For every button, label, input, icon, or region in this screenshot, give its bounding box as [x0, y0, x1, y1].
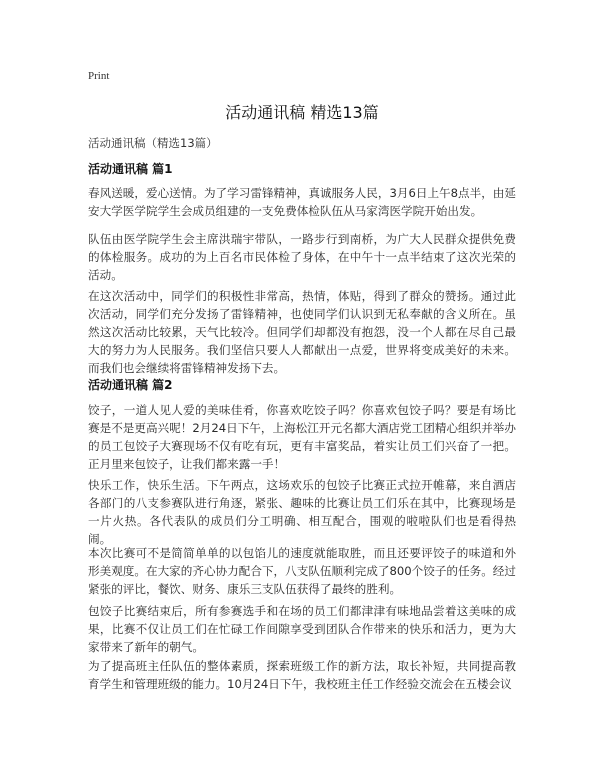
section-1-paragraph-2: 队伍由医学院学生会主席洪瑞宇带队，一路步行到南桥，为广大人民群众提供免费的体检服务。成功的为上百名市民体检了身体，在中午十一点半结束了这次光荣的活动。 [88, 232, 516, 282]
section-heading-2: 活动通讯稿 篇2 [88, 378, 173, 392]
section-1-paragraph-3: 在这次活动中，同学们的积极性非常高，热情，体贴，得到了群众的赞扬。通过此次活动，同学们充分发扬了雷锋精神，也使同学们认识到无私奉献的含义所在。虽然这次活动比较累，天气比较冷。但同学们却都没有抱怨，没一个人都在尽自己最大的努力为人民服务。我们坚信只要人人都献出一点爱，世界将变成美好的未来。而我们也会继续将雷锋精神发扬下去。 [88, 289, 516, 375]
section-2-paragraph-1: 饺子，一道人见人爱的美味佳肴，你喜欢吃饺子吗？你喜欢包饺子吗？要是有场比赛是不是更高兴呢！2月24日下午，上海松江开元名都大酒店党工团精心组织并举办的员工包饺子大赛现场不仅有吃有玩，更有丰富奖品，着实让员工们兴奋了一把。正月里来包饺子，让我们都来露一手！ [88, 403, 516, 471]
print-link[interactable]: Print [88, 70, 110, 82]
section-heading-1: 活动通讯稿 篇1 [88, 162, 173, 176]
section-1-paragraph-1: 春风送暖，爱心送情。为了学习雷锋精神，真诚服务人民，3月6日上午8点半，由延安大学医学院学生会成员组建的一支免费体检队伍从马家湾医学院开始出发。 [88, 186, 516, 218]
document-subtitle: 活动通讯稿（精选13篇） [88, 136, 218, 150]
section-2-paragraph-4: 包饺子比赛结束后，所有参赛选手和在场的员工们都津津有味地品尝着这美味的成果，比赛不仅让员工们在忙碌工作间隙享受到团队合作带来的快乐和活力，更为大家带来了新年的朝气。 [88, 604, 516, 654]
document-title: 活动通讯稿 精选13篇 [225, 103, 379, 122]
section-2-paragraph-3: 本次比赛可不是简简单单的以包馅儿的速度就能取胜，而且还要评饺子的味道和外形美观度。在大家的齐心协力配合下，八支队伍顺利完成了800个饺子的任务。经过紧张的评比，餐饮、财务、康乐三支队伍获得了最终的胜利。 [88, 546, 516, 596]
section-2-paragraph-2: 快乐工作，快乐生活。下午两点，这场欢乐的包饺子比赛正式拉开帷幕，来自酒店各部门的八支参赛队进行角逐，紧张、趣味的比赛让员工们乐在其中，比赛现场是一片火热。各代表队的成员们分工明确、相互配合，围观的啦啦队们也是看得热闹。 [88, 478, 516, 546]
section-2-paragraph-5: 为了提高班主任队伍的整体素质，探索班级工作的新方法，取长补短，共同提高教育学生和管理班级的能力。10月24日下午，我校班主任工作经验交流会在五楼会议 [88, 659, 516, 691]
